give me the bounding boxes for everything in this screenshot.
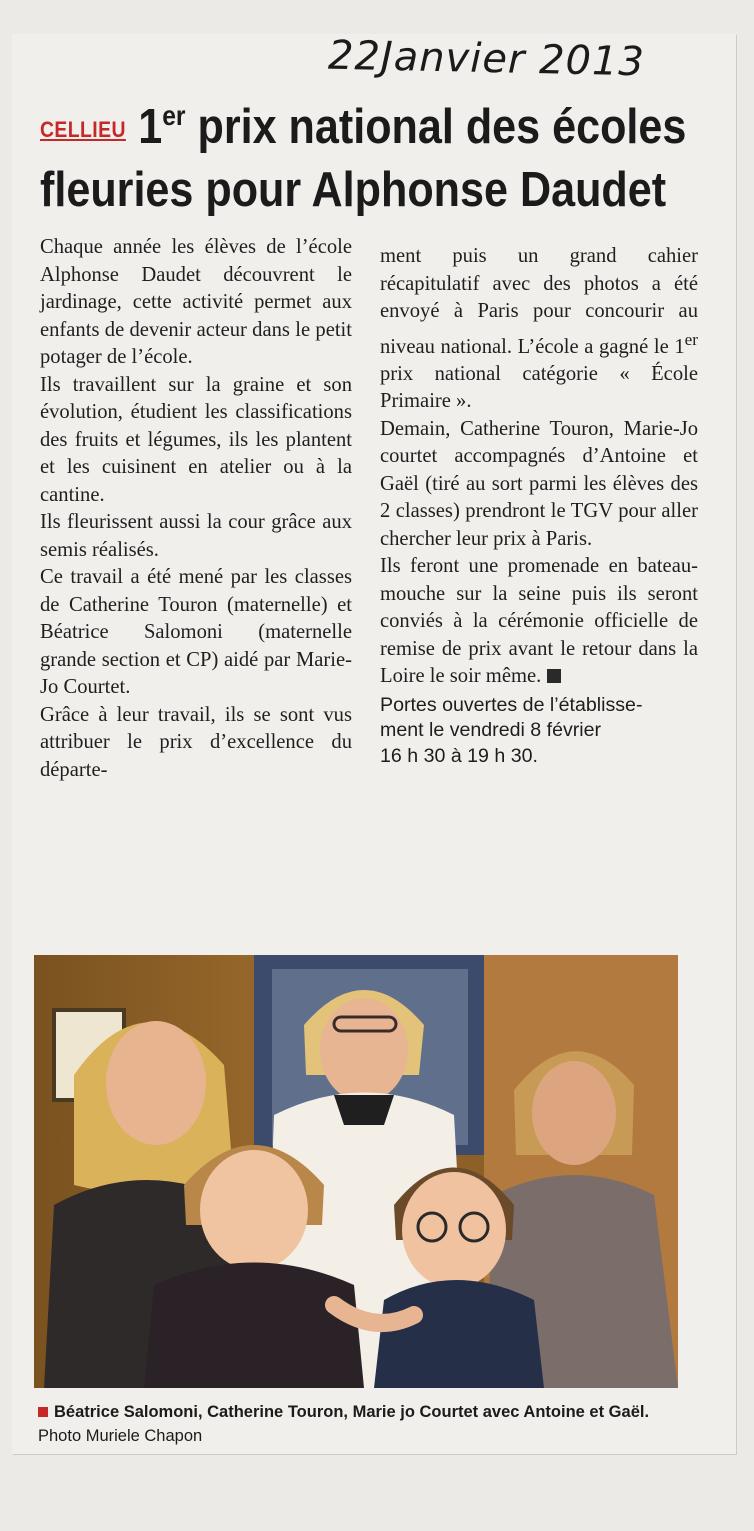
paragraph-part: prix national catégorie « École Primaire ».	[380, 362, 698, 413]
article-column-left	[40, 234, 352, 784]
paragraph: Ils travaillent sur la graine et son évolution, étudient les classifications des fruits et légumes, ils les plantent et les cuisinent en atelier ou à la cantine.	[40, 373, 352, 506]
photo-caption	[38, 1400, 688, 1448]
caption-square-icon	[38, 1407, 48, 1417]
paragraph: Chaque année les élèves de l’école Alphonse Daudet découvrent le jardinage, cette activité permet aux enfants de devenir acteur dans le petit potager de l’école.	[40, 236, 352, 368]
group-photo-illustration	[34, 955, 678, 1388]
ordinal-suffix: er	[684, 329, 698, 349]
headline-text-1: prix national des écoles	[185, 100, 687, 154]
paragraph: Ce travail a été mené par les classes de Catherine Touron (maternelle) et Béatrice Salomoni (maternelle grande section et CP) aidé par Marie-Jo Courtet.	[40, 566, 352, 698]
info-line: Portes ouvertes de l’établisse-	[380, 693, 643, 716]
info-line: 16 h 30 à 19 h 30.	[380, 744, 538, 767]
article-column-right	[380, 243, 698, 769]
paragraph	[380, 553, 698, 691]
kicker-location: CELLIEU	[40, 117, 126, 142]
paragraph: Grâce à leur travail, ils se sont vus attribuer le prix d’excellence du départe-	[40, 703, 352, 781]
info-box	[380, 693, 698, 770]
headline-ordinal-suffix: er	[162, 100, 186, 131]
paragraph: Demain, Catherine Touron, Marie-Jo courtet accompagnés d’Antoine et Gaël (tiré au sort parmi les élèves des 2 classes) prendront le TGV pour aller chercher leur prix à Paris.	[380, 417, 698, 550]
paragraph: Ils fleurissent aussi la cour grâce aux semis réalisés.	[40, 511, 352, 561]
end-of-article-square-icon	[547, 669, 561, 683]
headline	[40, 86, 730, 220]
headline-line-1	[40, 86, 687, 160]
headline-line-2: fleuries pour Alphonse Daudet	[40, 163, 667, 217]
info-line: ment le vendredi 8 février	[380, 719, 602, 742]
handwritten-date: 22Janvier 2013	[327, 32, 646, 86]
headline-ordinal: 1	[138, 100, 163, 154]
caption-names: Béatrice Salomoni, Catherine Touron, Marie jo Courtet avec Antoine et Gaël.	[54, 1403, 650, 1421]
paragraph-part: ment puis un grand cahier récapitulatif avec des photos a été envoyé à Paris pour concourir au niveau national. L’école a gagné le 1	[380, 245, 698, 358]
article-photo	[34, 955, 678, 1388]
paragraph-part: Ils feront une promenade en bateau-mouche sur la seine puis ils seront conviés à la cérémonie officielle de remise de prix avant le retour dans la Loire le soir même.	[380, 555, 698, 688]
paragraph	[380, 243, 698, 416]
photo-credit: Photo Muriele Chapon	[38, 1427, 203, 1445]
